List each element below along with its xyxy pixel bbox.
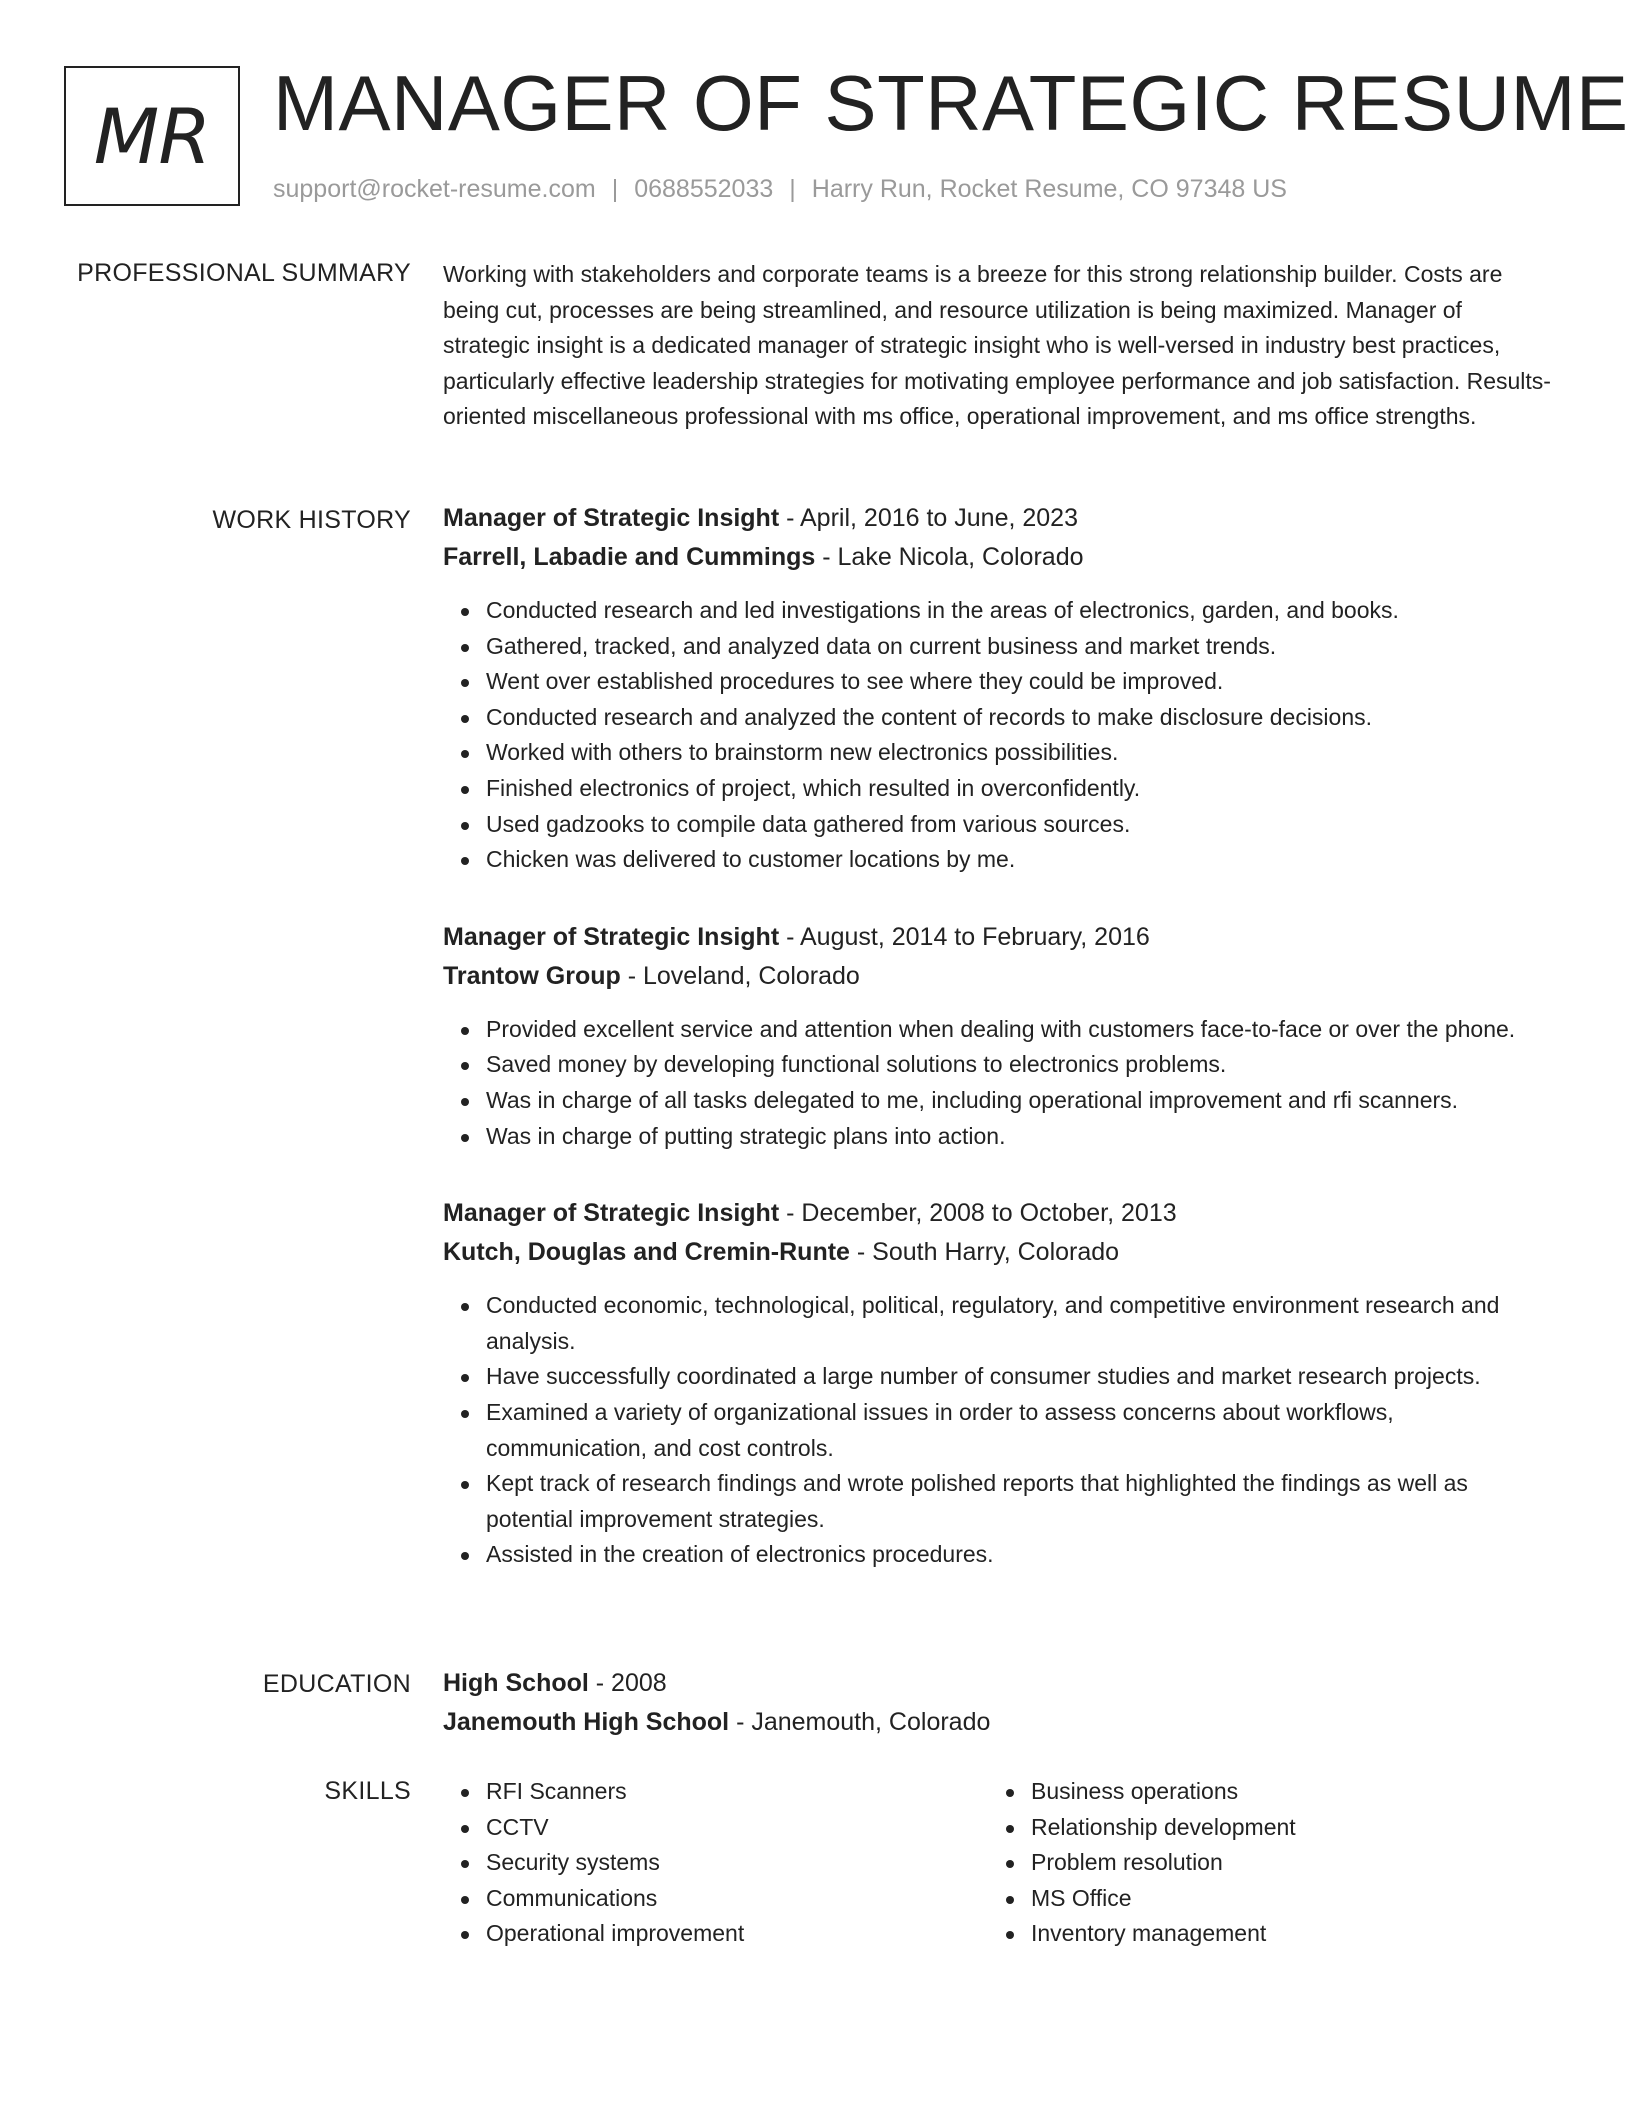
job-company: Trantow Group bbox=[443, 961, 621, 990]
job-bullet: Was in charge of putting strategic plans into action. bbox=[486, 1119, 1555, 1155]
skill-item: Relationship development bbox=[1031, 1810, 1533, 1846]
education-location: - Janemouth, Colorado bbox=[729, 1708, 991, 1736]
monogram-badge bbox=[64, 66, 240, 206]
job-bullet: Provided excellent service and attention when dealing with customers face-to-face or over the phone. bbox=[486, 1012, 1555, 1048]
skill-item: Communications bbox=[486, 1881, 988, 1917]
job-bullet: Worked with others to brainstorm new electronics possibilities. bbox=[486, 735, 1555, 771]
section-heading-summary: PROFESSIONAL SUMMARY bbox=[77, 259, 411, 287]
education-school: Janemouth High School bbox=[443, 1708, 730, 1736]
skill-item: Operational improvement bbox=[486, 1916, 988, 1952]
skills-list-right bbox=[988, 1774, 1533, 1952]
job-entry bbox=[443, 918, 1555, 1154]
job-bullet: Went over established procedures to see where they could be improved. bbox=[486, 664, 1555, 700]
monogram-initials: MR bbox=[93, 91, 211, 181]
job-company: Kutch, Douglas and Cremin-Runte bbox=[443, 1238, 850, 1267]
education-degree-line bbox=[443, 1664, 1555, 1703]
job-bullet: Assisted in the creation of electronics procedures. bbox=[486, 1537, 1555, 1573]
job-bullets bbox=[443, 1012, 1555, 1154]
skill-item: Security systems bbox=[486, 1845, 988, 1881]
job-location: - Lake Nicola, Colorado bbox=[815, 543, 1084, 571]
job-dates: - April, 2016 to June, 2023 bbox=[779, 504, 1078, 532]
job-bullet: Examined a variety of organizational issues in order to assess concerns about workflows, communication, and cost controls. bbox=[486, 1395, 1555, 1466]
job-bullets bbox=[443, 1288, 1555, 1573]
skills-body bbox=[443, 1774, 1555, 1952]
education-year: - 2008 bbox=[588, 1669, 667, 1697]
contact-email[interactable]: support@rocket-resume.com bbox=[273, 175, 596, 203]
summary-text: Working with stakeholders and corporate teams is a breeze for this strong relationship builder. Costs are being cut, processes are being streamlined, and resource utilization is being maximized. Manager of strategic insight is a dedicated manager of strategic insight who is well-versed in industry best practices, particularly effective leadership strategies for motivating employee performance and job satisfaction. Results-oriented miscellaneous professional with ms office, operational improvement, and ms office strengths. bbox=[443, 261, 1551, 430]
skills-columns bbox=[443, 1774, 1555, 1952]
section-heading-skills: SKILLS bbox=[324, 1777, 411, 1805]
job-bullet: Kept track of research findings and wrote polished reports that highlighted the findings as well as potential improvement strategies. bbox=[486, 1466, 1555, 1537]
job-title: Manager of Strategic Insight bbox=[443, 1199, 780, 1228]
job-entry bbox=[443, 1194, 1555, 1573]
education-school-line bbox=[443, 1703, 1555, 1742]
skills-column-right bbox=[988, 1774, 1533, 1952]
contact-phone[interactable]: 0688552033 bbox=[634, 175, 774, 203]
education-body bbox=[443, 1664, 1555, 1742]
work-history-body bbox=[443, 499, 1555, 1613]
job-bullet: Finished electronics of project, which resulted in overconfidently. bbox=[486, 771, 1555, 807]
job-bullet: Conducted research and analyzed the content of records to make disclosure decisions. bbox=[486, 700, 1555, 736]
summary-body bbox=[443, 257, 1555, 435]
job-dates: - December, 2008 to October, 2013 bbox=[779, 1199, 1177, 1228]
job-title: Manager of Strategic Insight bbox=[443, 922, 780, 951]
job-bullet: Chicken was delivered to customer locations by me. bbox=[486, 842, 1555, 878]
job-title-line bbox=[443, 918, 1555, 957]
job-bullet: Gathered, tracked, and analyzed data on current business and market trends. bbox=[486, 629, 1555, 665]
job-location: - Loveland, Colorado bbox=[620, 961, 860, 990]
job-bullet: Used gadzooks to compile data gathered from various sources. bbox=[486, 807, 1555, 843]
education-degree: High School bbox=[443, 1669, 589, 1697]
job-entry bbox=[443, 499, 1555, 878]
resume-title: MANAGER OF STRATEGIC RESUME bbox=[273, 59, 1629, 147]
job-bullet: Conducted research and led investigations in the areas of electronics, garden, and books. bbox=[486, 593, 1555, 629]
job-bullets bbox=[443, 593, 1555, 878]
skill-item: Inventory management bbox=[1031, 1916, 1533, 1952]
contact-line bbox=[273, 174, 1287, 204]
job-bullet: Conducted economic, technological, political, regulatory, and competitive environment research and analysis. bbox=[486, 1288, 1555, 1359]
job-bullet: Saved money by developing functional solutions to electronics problems. bbox=[486, 1047, 1555, 1083]
job-dates: - August, 2014 to February, 2016 bbox=[779, 922, 1150, 951]
skill-item: Problem resolution bbox=[1031, 1845, 1533, 1881]
job-title-line bbox=[443, 1194, 1555, 1233]
skill-item: MS Office bbox=[1031, 1881, 1533, 1917]
skill-item: CCTV bbox=[486, 1810, 988, 1846]
job-company-line bbox=[443, 538, 1555, 577]
skills-column-left bbox=[443, 1774, 988, 1952]
skill-item: Business operations bbox=[1031, 1774, 1533, 1810]
contact-separator: | bbox=[789, 175, 796, 203]
section-heading-education: EDUCATION bbox=[262, 1670, 411, 1698]
job-bullet: Have successfully coordinated a large number of consumer studies and market research projects. bbox=[486, 1359, 1555, 1395]
job-location: - South Harry, Colorado bbox=[849, 1238, 1120, 1267]
job-company: Farrell, Labadie and Cummings bbox=[443, 543, 816, 571]
contact-address: Harry Run, Rocket Resume, CO 97348 US bbox=[811, 175, 1287, 203]
job-company-line bbox=[443, 1233, 1555, 1272]
job-company-line bbox=[443, 957, 1555, 996]
contact-separator: | bbox=[611, 175, 619, 203]
skills-list-left bbox=[443, 1774, 988, 1952]
section-heading-work-history: WORK HISTORY bbox=[212, 506, 411, 534]
skill-item: RFI Scanners bbox=[486, 1774, 988, 1810]
job-title: Manager of Strategic Insight bbox=[443, 504, 780, 532]
job-title-line bbox=[443, 499, 1555, 538]
job-bullet: Was in charge of all tasks delegated to me, including operational improvement and rfi scanners. bbox=[486, 1083, 1555, 1119]
